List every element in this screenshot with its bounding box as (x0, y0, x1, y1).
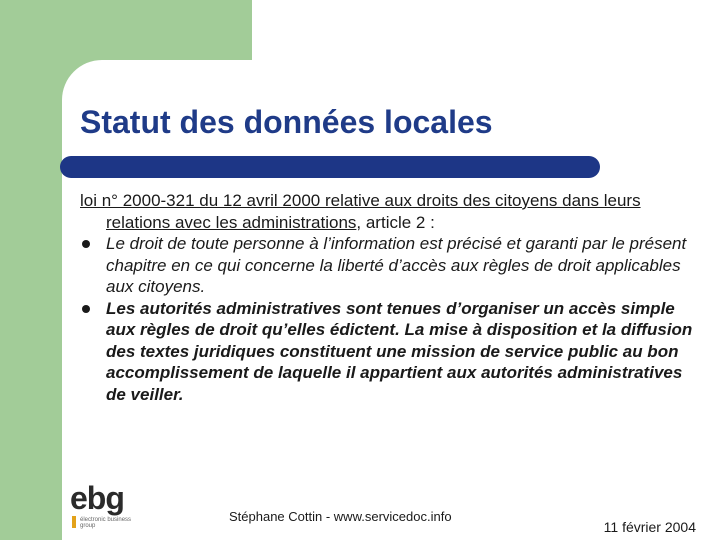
intro-paragraph (80, 190, 700, 233)
ebg-logo (70, 480, 134, 530)
footer-date: 11 février 2004 (603, 519, 696, 535)
slide-content (80, 190, 700, 405)
bullet-text-2: Les autorités administratives sont tenues d’organiser un accès simple aux règles de droit qu’elles édictent. La mise à disposition et la diffusion des textes juridiques constituent une mission de service public au bon accomplissement de laquelle il appartient aux autorités administratives de veiller. (106, 298, 693, 404)
footer-author: Stéphane Cottin - www.servicedoc.info (229, 509, 452, 524)
intro-suffix: , article 2 : (356, 212, 435, 232)
bullet-icon (82, 305, 90, 313)
bullet-text-1: Le droit de toute personne à l’information est précisé et garanti par le présent chapitre en ce qui concerne la liberté d’accès aux règles de droit applicables aux citoyens. (106, 234, 687, 296)
logo-accent-bar (72, 516, 76, 528)
bullet-list (80, 233, 700, 405)
law-reference-link[interactable]: loi n° 2000-321 du 12 avril 2000 relative aux droits des citoyens dans leurs relations avec les administrations (80, 191, 641, 232)
slide-title: Statut des données locales (80, 104, 493, 140)
logo-wordmark: ebg (70, 480, 124, 516)
logo-subtitle: électronic business group (80, 517, 132, 529)
bullet-icon (82, 240, 90, 248)
bullet-item-2 (80, 298, 700, 406)
title-underline-bar (60, 156, 600, 178)
bullet-item-1 (80, 233, 700, 298)
